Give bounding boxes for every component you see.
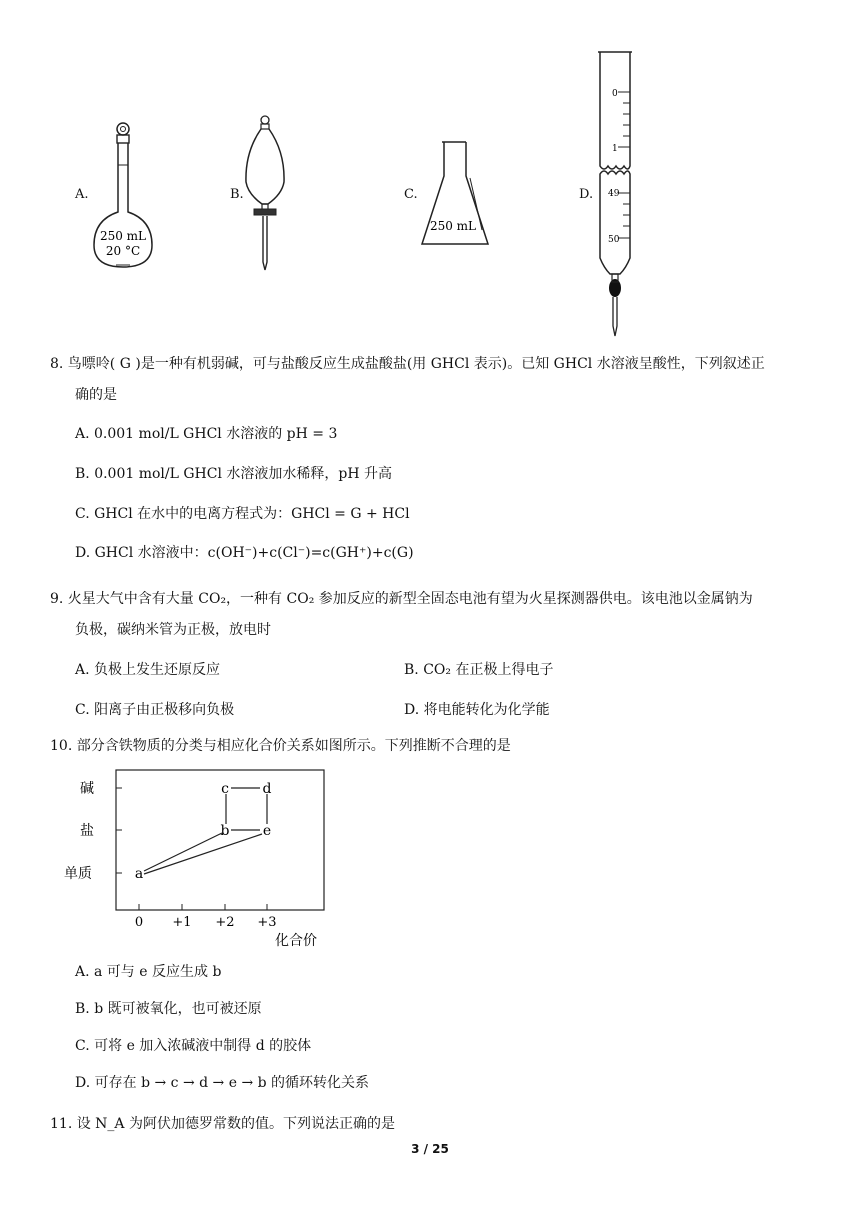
y-label-salt: 盐 [80, 823, 94, 839]
q8-option-c: C. GHCl 在水中的电离方程式为：GHCl = G + HCl [75, 506, 410, 522]
q9-stem-line2: 负极，碳纳米管为正极，放电时 [75, 622, 271, 638]
point-d: d [262, 781, 272, 797]
iron-valence-diagram [64, 768, 336, 950]
point-e: e [262, 823, 272, 839]
volumetric-flask-image [88, 120, 160, 270]
q10-option-c: C. 可将 e 加入浓碱液中制得 d 的胶体 [75, 1038, 312, 1054]
point-c: c [221, 781, 229, 797]
y-label-element: 单质 [64, 866, 92, 882]
burette-mark-1: 1 [612, 144, 618, 154]
x-tick-3: +3 [257, 915, 277, 930]
conical-volume-label: 250 mL [429, 219, 477, 233]
x-tick-0: 0 [134, 915, 144, 930]
q9-option-d: D. 将电能转化为化学能 [404, 702, 550, 718]
x-tick-1: +1 [172, 915, 192, 930]
q9-option-a: A. 负极上发生还原反应 [75, 662, 221, 678]
flask-volume-label: 250 mL [99, 229, 147, 243]
x-axis-title: 化合价 [275, 933, 317, 949]
q11-stem: 11. 设 N_A 为阿伏加德罗常数的值。下列说法正确的是 [50, 1116, 395, 1132]
q9-option-c: C. 阳离子由正极移向负极 [75, 702, 235, 718]
q8-option-b: B. 0.001 mol/L GHCl 水溶液加水稀释，pH 升高 [75, 466, 393, 482]
q10-option-a: A. a 可与 e 反应生成 b [75, 964, 222, 980]
option-a-letter: A. [75, 187, 89, 202]
q8-stem-line2: 确的是 [75, 387, 117, 403]
q8-option-a: A. 0.001 mol/L GHCl 水溶液的 pH = 3 [75, 426, 338, 442]
q9-option-b: B. CO₂ 在正极上得电子 [404, 662, 554, 678]
x-tick-2: +2 [215, 915, 235, 930]
point-a: a [134, 866, 144, 882]
q8-stem-line1: 8. 鸟嘌呤( G )是一种有机弱碱，可与盐酸反应生成盐酸盐(用 GHCl 表示)。已知 GHCl 水溶液呈酸性，下列叙述正 [50, 356, 765, 372]
diagram-frame [116, 770, 324, 910]
option-b-letter: B. [230, 187, 244, 202]
q10-option-d: D. 可存在 b → c → d → e → b 的循环转化关系 [75, 1075, 370, 1091]
q10-stem: 10. 部分含铁物质的分类与相应化合价关系如图所示。下列推断不合理的是 [50, 738, 511, 754]
burette-mark-50: 50 [608, 235, 620, 245]
burette-mark-49: 49 [608, 189, 620, 199]
option-c-letter: C. [404, 187, 418, 202]
q8-option-d: D. GHCl 水溶液中：c(OH⁻)+c(Cl⁻)=c(GH⁺)+c(G) [75, 545, 414, 561]
conical-flask-image [420, 138, 492, 250]
separatory-funnel-image [240, 112, 290, 274]
q10-option-b: B. b 既可被氧化，也可被还原 [75, 1001, 262, 1017]
point-b: b [220, 823, 230, 839]
option-d-letter: D. [579, 187, 594, 202]
page-number: 3 / 25 [411, 1142, 449, 1156]
burette-mark-0: 0 [612, 89, 618, 99]
flask-temp-label: 20 °C [105, 244, 141, 258]
y-label-base: 碱 [80, 781, 94, 797]
q9-stem-line1: 9. 火星大气中含有大量 CO₂，一种有 CO₂ 参加反应的新型全固态电池有望为火星探测器供电。该电池以金属钠为 [50, 591, 753, 607]
burette-image [592, 48, 640, 340]
